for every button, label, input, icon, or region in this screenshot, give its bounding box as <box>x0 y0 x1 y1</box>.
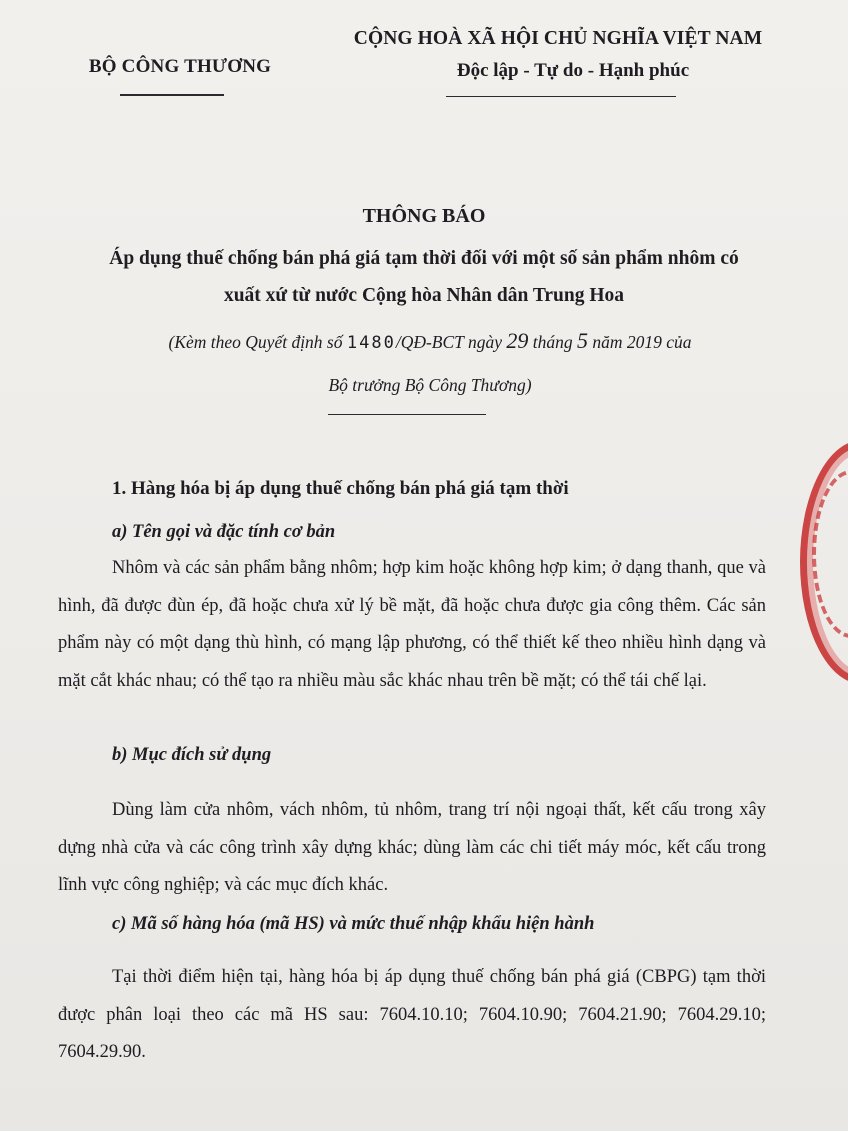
decision-day: 29 <box>506 328 529 353</box>
subtitle-line-1: Áp dụng thuế chống bán phá giá tạm thời đối với một số sản phẩm nhôm có <box>109 248 739 269</box>
agency-name: BỘ CÔNG THƯƠNG <box>88 56 272 77</box>
subsection-b-heading: b) Mục đích sử dụng <box>112 745 272 765</box>
decision-number: 1480 <box>346 333 396 353</box>
agency-underline <box>120 94 224 96</box>
country-name: CỘNG HOÀ XÃ HỘI CHỦ NGHĨA VIỆT NAM <box>353 28 763 49</box>
subsection-b-text: Dùng làm cửa nhôm, vách nhôm, tủ nhôm, trang trí nội ngoại thất, kết cấu trong xây dựng nhà cửa và các công trình xây dựng khác; dùng làm các chi tiết máy móc, kết cấu trong lĩnh vực công nghiệp; và các mục đích khác. <box>58 800 766 895</box>
document-title: THÔNG BÁO <box>362 205 486 227</box>
motto-underline <box>446 96 676 97</box>
subtitle-line-2: xuất xứ từ nước Cộng hòa Nhân dân Trung Hoa <box>223 285 625 306</box>
attach-pre: (Kèm theo Quyết định số <box>168 332 343 352</box>
attach-mid-2: tháng <box>532 332 573 352</box>
subsection-a-heading: a) Tên gọi và đặc tính cơ bản <box>112 522 336 542</box>
attachment-line-2: Bộ trưởng Bộ Công Thương) <box>328 375 532 395</box>
title-separator <box>328 414 486 415</box>
national-header <box>318 28 798 82</box>
section-1-heading: 1. Hàng hóa bị áp dụng thuế chống bán phá giá tạm thời <box>112 478 569 499</box>
decision-month: 5 <box>576 328 588 353</box>
attachment-note <box>60 320 800 406</box>
subsection-c-text: Tại thời điểm hiện tại, hàng hóa bị áp dụng thuế chống bán phá giá (CBPG) tạm thời được phân loại theo các mã HS sau: 7604.10.10; 7604.10.90; 7604.21.90; 7604.29.10; 7604.29.90. <box>58 967 766 1062</box>
attach-mid-1: /QĐ-BCT ngày <box>395 332 502 352</box>
subsection-c-heading: c) Mã số hàng hóa (mã HS) và mức thuế nhập khẩu hiện hành <box>112 914 595 934</box>
attachment-line-1 <box>60 320 800 364</box>
document-subtitle <box>40 240 808 314</box>
national-motto: Độc lập - Tự do - Hạnh phúc <box>456 60 690 81</box>
attach-post: năm 2019 của <box>592 332 692 352</box>
subsection-a-text: Nhôm và các sản phẩm bằng nhôm; hợp kim hoặc không hợp kim; ở dạng thanh, que và hình, đã được đùn ép, đã hoặc chưa xử lý bề mặt, đã hoặc chưa được gia công thêm. Các sản phẩm này có một dạng thù hình, có mạng lập phương, có thể thiết kế theo nhiều hình dạng và mặt cắt khác nhau; có thể tạo ra nhiều màu sắc khác nhau trên bề mặt; có thể tái chế lại. <box>58 558 766 691</box>
